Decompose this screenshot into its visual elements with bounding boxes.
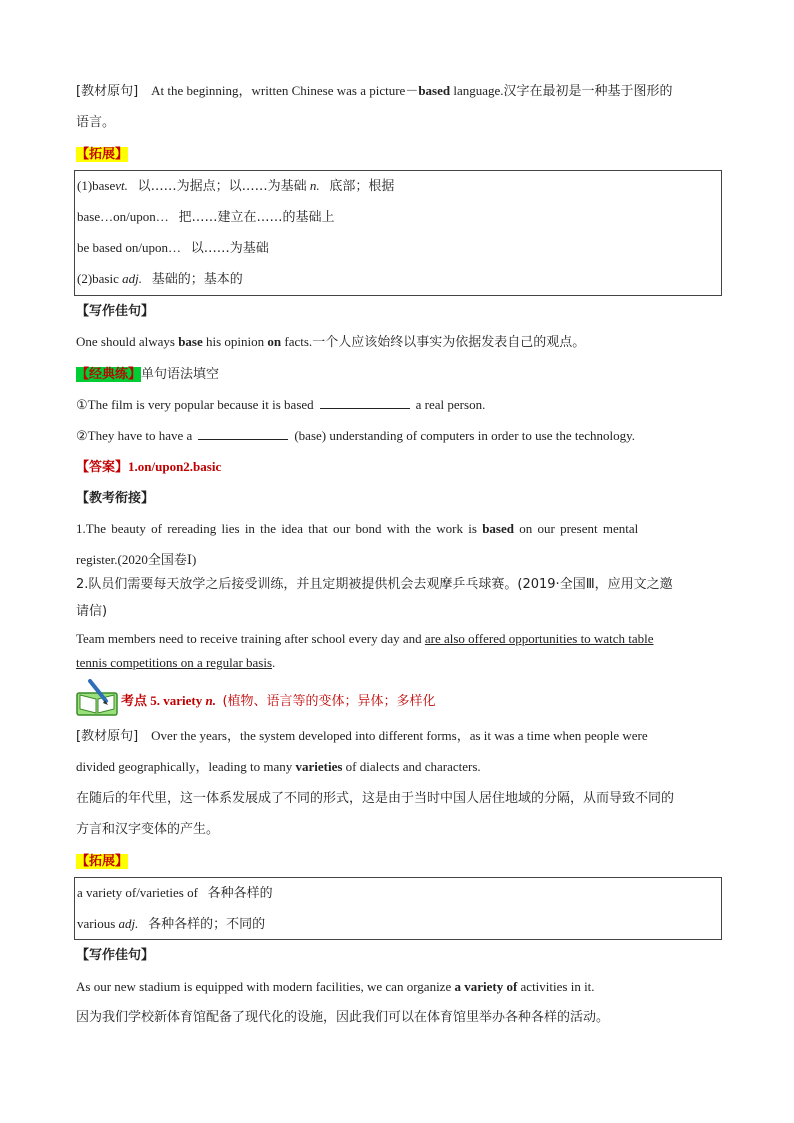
write-translation-2: 因为我们学校新体育馆配备了现代化的设施，因此我们可以在体育馆里举办各种各样的活动。 — [76, 1010, 610, 1025]
orig-sentence-2-cont: divided geographically，leading to many varieties of dialects and characters. — [76, 759, 481, 774]
exam-item-2-cont: 请信) — [76, 604, 108, 619]
exam-item-2-en-cont: tennis competitions on a regular basis. — [76, 655, 276, 670]
answer-blank — [320, 396, 410, 409]
orig-sentence-2: [教材原句] Over the years，the system developed into different forms，as it was a time when people were — [76, 728, 648, 744]
orig-translation-2-cont: 方言和汉字变体的产生。 — [76, 822, 220, 837]
ext-box-2 — [74, 877, 722, 940]
book-pencil-icon — [76, 679, 118, 717]
ext-item: (2)basic adj. 基础的；基本的 — [77, 271, 243, 287]
ext-item: be based on/upon… 以……为基础 — [77, 240, 269, 256]
orig-sentence-1: [教材原句] At the beginning，written Chinese was a picture－based language.汉字在最初是一种基于图形的 — [76, 83, 673, 99]
answer-blank — [198, 427, 288, 440]
answer-line: 【答案】1.on/upon2.basic — [76, 459, 222, 475]
exam-item-1-cont: register.(2020全国卷Ⅰ) — [76, 552, 197, 567]
orig-sentence-1-cont: 语言。 — [76, 115, 116, 130]
ext-item: base…on/upon… 把……建立在……的基础上 — [77, 209, 335, 225]
ext-item: various adj. 各种各样的；不同的 — [77, 916, 266, 932]
ext-item: a variety of/varieties of 各种各样的 — [77, 885, 273, 901]
ext-box-1 — [74, 170, 722, 296]
point-heading: 考点 5. variety n. (植物、语言等的变体；异体；多样化 — [121, 693, 436, 709]
practice-q2: ②They have to have a (base) understanding of computers in order to use the technology. — [76, 428, 636, 443]
write-heading-2: 【写作佳句】 — [76, 948, 155, 963]
ext-heading-1: 【拓展】 — [76, 147, 129, 162]
practice-q1: ①The film is very popular because it is based a real person. — [76, 397, 486, 412]
write-heading-1: 【写作佳句】 — [76, 304, 155, 319]
ext-heading-2: 【拓展】 — [76, 854, 129, 869]
write-sentence-1: One should always base his opinion on facts.一个人应该始终以事实为依据发表自己的观点。 — [76, 334, 586, 350]
write-sentence-2: As our new stadium is equipped with modern facilities, we can organize a variety of activities in it. — [76, 979, 595, 994]
exam-heading: 【教考衔接】 — [76, 491, 155, 506]
exam-item-2-en: Team members need to receive training after school every day and are also offered opportunities to watch table — [76, 631, 654, 646]
practice-heading: 【经典练】单句语法填空 — [76, 367, 220, 382]
exam-item-1: 1.The beauty of rereading lies in the idea that our bond with the work is based on our present mental — [76, 521, 639, 536]
orig-translation-2: 在随后的年代里，这一体系发展成了不同的形式，这是由于当时中国人居住地域的分隔，从而导致不同的 — [76, 791, 675, 806]
ext-item: (1)basevt. 以……为据点；以……为基础 n. 底部；根据 — [77, 178, 395, 194]
exam-item-2: 2.队员们需要每天放学之后接受训练，并且定期被提供机会去观摩乒乓球赛。(2019·全国Ⅲ，应用文之邀 — [76, 577, 673, 592]
